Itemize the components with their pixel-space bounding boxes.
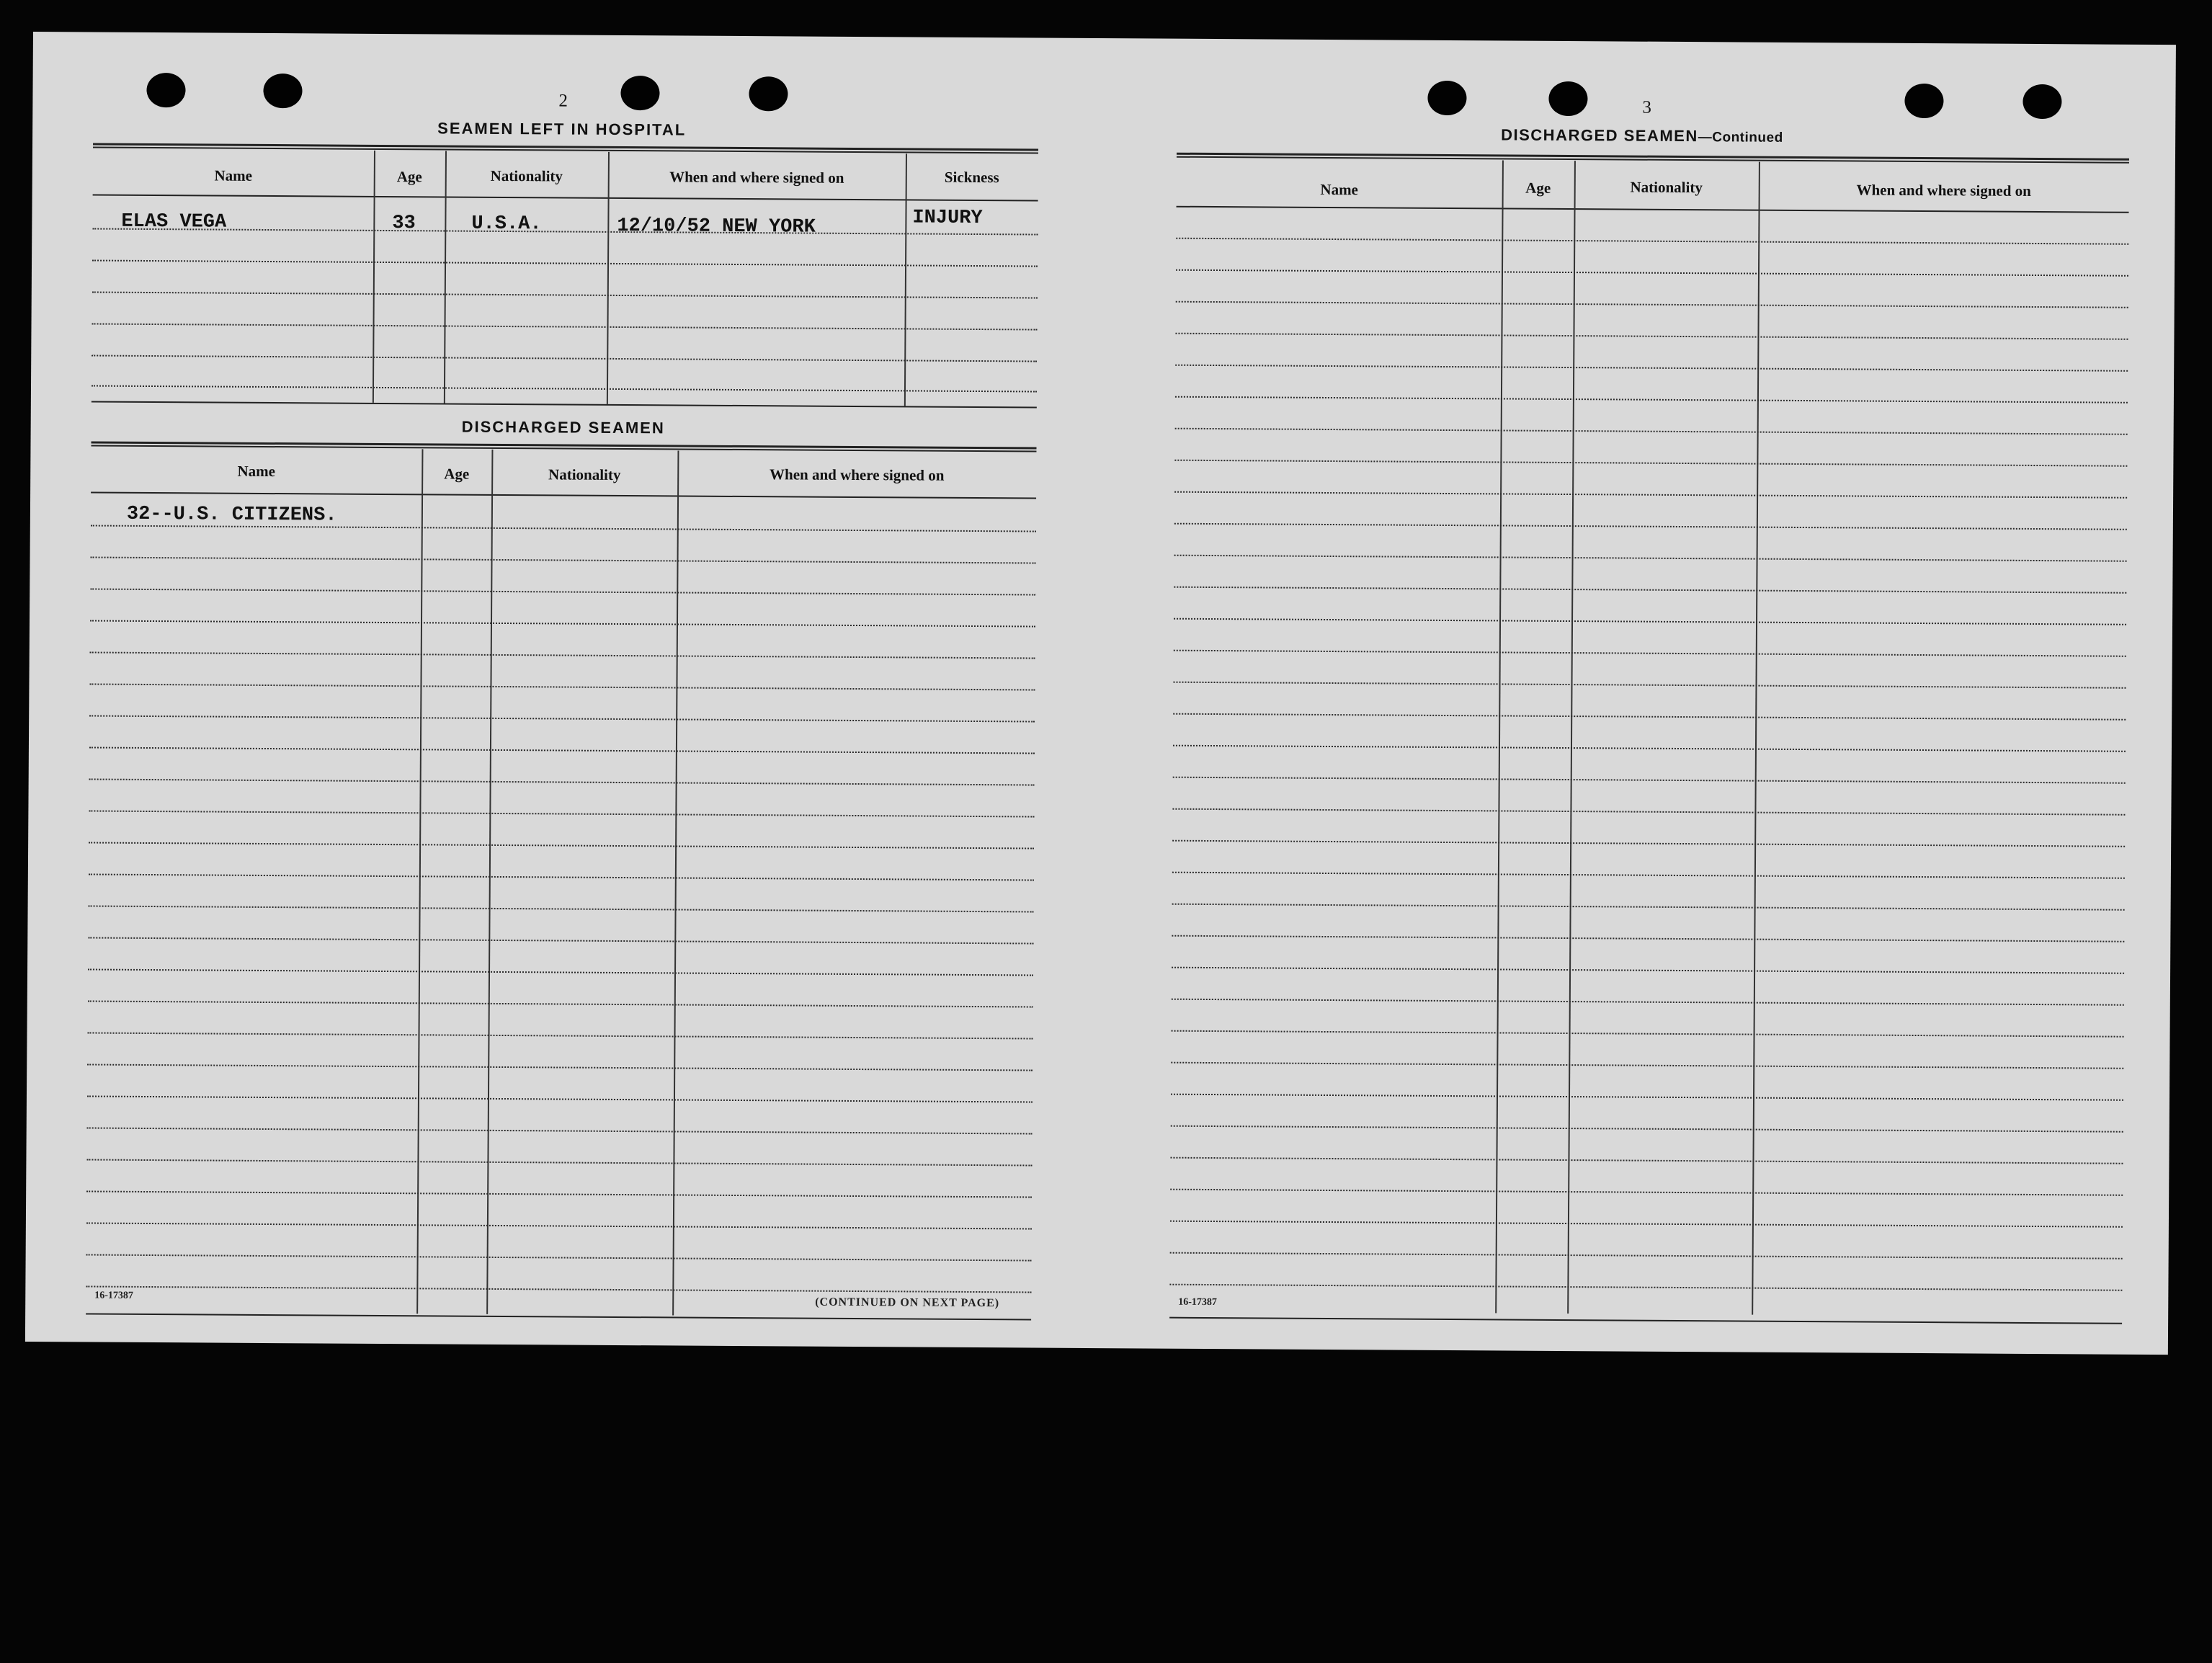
row-rule [1173,745,2126,752]
header-rule [1177,206,2129,213]
punch-hole [620,76,659,110]
row-rule [1170,1189,2123,1196]
row-rule [1174,555,2127,562]
column-header-name: Name [214,166,253,184]
row-rule [1174,460,2127,467]
column-header-nationality: Nationality [1630,178,1703,197]
section-title-discharged: DISCHARGED SEAMEN [461,417,665,437]
punch-hole [1904,84,1943,118]
row-rule [1170,1252,2123,1259]
row-rule [1172,999,2124,1006]
row-rule [1170,1221,2123,1228]
punch-hole [1427,81,1466,115]
hospital-signed-on-entry: 12/10/52 NEW YORK [617,215,816,238]
row-rule [92,292,1038,299]
row-rule [89,873,1034,880]
row-rule [87,1064,1033,1071]
column-header-age: Age [1525,179,1551,197]
row-rule [1172,872,2125,879]
row-rule [1173,777,2126,784]
row-rule [91,556,1036,563]
column-header-signed-on: When and where signed on [1856,181,2031,200]
column-header-age: Age [396,168,422,186]
hospital-age-entry: 33 [392,213,416,235]
row-rule [1175,428,2128,435]
punch-hole [2023,84,2061,119]
row-rule [1172,808,2125,816]
column-divider [1752,162,1760,1315]
row-rule [1174,491,2127,499]
row-rule [1174,650,2126,657]
punch-hole [146,73,185,107]
column-divider [904,153,907,406]
column-header-age: Age [444,465,470,483]
row-rule [1171,1062,2123,1069]
header-rule [91,492,1036,499]
row-rule [1172,967,2124,974]
discharged-continued-row-rules [33,32,2176,45]
row-rule [86,1159,1032,1166]
row-rule [1169,1284,2122,1291]
discharged-row-rules [33,32,2176,45]
column-divider [373,151,375,403]
discharged-entry: 32--U.S. CITIZENS. [126,503,337,527]
hospital-nationality-entry: U.S.A. [471,213,542,236]
column-header-name: Name [237,462,276,481]
continued-note: (CONTINUED ON NEXT PAGE) [815,1296,1000,1310]
row-rule [92,385,1037,393]
form-number: 16-17387 [94,1290,134,1301]
column-divider [444,151,447,403]
row-rule [1174,618,2126,625]
row-rule [88,937,1033,944]
row-rule [1174,587,2126,594]
row-rule [1175,333,2128,340]
row-rule [89,810,1034,817]
row-rule [89,842,1034,849]
row-rule [92,260,1038,267]
row-rule [92,228,1038,236]
punch-hole [263,73,302,108]
row-rule [1174,682,2126,689]
section-title-hospital: SEAMEN LEFT IN HOSPITAL [437,119,687,139]
row-rule [90,620,1035,627]
table-bottom-rule [92,401,1037,409]
row-rule [1173,713,2126,721]
row-rule [88,1032,1033,1039]
column-divider [486,450,493,1314]
table-bottom-rule [1169,1317,2122,1324]
column-header-signed-on: When and where signed on [770,465,945,484]
row-rule [1172,935,2124,942]
column-header-name: Name [1320,180,1359,199]
section-title-discharged-continued [1501,125,1783,146]
row-rule [1176,301,2128,308]
page-number: 2 [558,91,568,111]
row-rule [91,525,1036,532]
title-suffix: —Continued [1698,130,1783,146]
row-rule [86,1190,1032,1198]
row-rule [89,683,1035,690]
column-divider [607,152,610,404]
row-rule [1172,904,2125,911]
row-rule [1171,1094,2123,1101]
row-rule [89,715,1035,722]
row-rule [88,968,1033,976]
row-rule [89,905,1034,912]
row-rule [86,1254,1032,1261]
row-rule [90,588,1035,595]
row-rule [1171,1125,2123,1133]
row-rule [1176,269,2128,277]
row-rule [87,1127,1033,1134]
row-rule [88,1000,1033,1007]
column-divider [416,449,423,1314]
row-rule [92,355,1037,362]
header-rule [93,195,1038,202]
hospital-sickness-entry: INJURY [912,207,983,230]
table-top-rule [93,143,1038,154]
row-rule [1172,840,2125,847]
row-rule [89,778,1035,785]
table-top-rule [1177,153,2129,164]
title-main: DISCHARGED SEAMEN [1501,125,1698,146]
row-rule [86,1222,1032,1229]
table-bottom-rule [86,1313,1031,1320]
punch-hole [749,76,788,111]
row-rule [92,324,1038,331]
page-number: 3 [1642,97,1651,117]
row-rule [89,746,1035,754]
row-rule [1175,396,2128,404]
row-rule [87,1095,1033,1102]
column-divider [672,450,679,1315]
column-header-nationality: Nationality [548,465,621,483]
column-header-sickness: Sickness [944,168,999,187]
column-divider [1495,160,1504,1313]
row-rule [1175,365,2128,372]
row-rule [1172,1030,2124,1038]
row-rule [1176,238,2128,245]
row-rule [1174,523,2127,530]
form-number: 16-17387 [1178,1296,1217,1308]
column-header-signed-on: When and where signed on [669,168,844,187]
column-divider [1567,161,1576,1314]
column-header-nationality: Nationality [490,166,563,185]
hospital-name-entry: ELAS VEGA [121,210,227,233]
document-sheet [25,32,2176,1355]
row-rule [1170,1157,2123,1164]
row-rule [90,651,1035,659]
row-rule [86,1285,1031,1293]
punch-hole [1548,81,1587,116]
table-top-rule [91,442,1036,452]
